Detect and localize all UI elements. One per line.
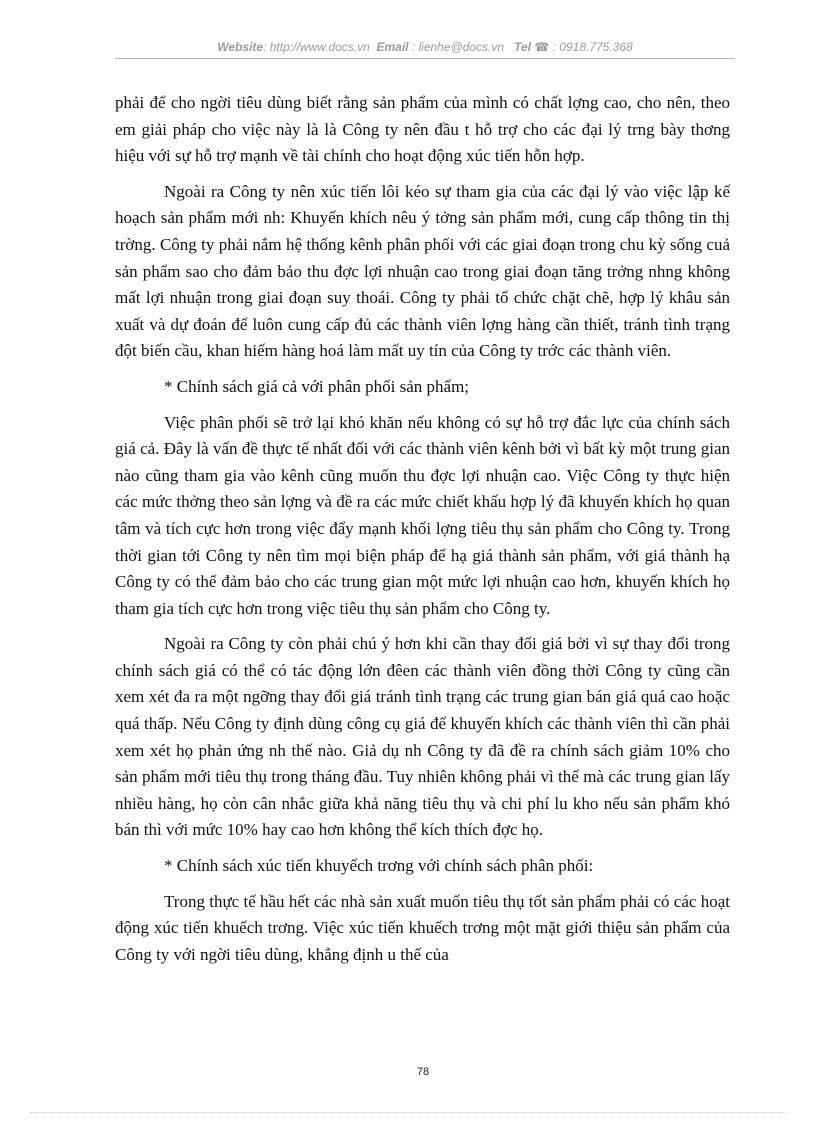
paragraph-price-change: Ngoài ra Công ty còn phải chú ý hơn khi cần thay đổi giá bởi vì sự thay đổi trong chính sách giá có thể có tác động lớn đêen các thành viên đồng thời Công ty cũng cần xem xét đa ra một ngỡng thay đổi giá tránh tình trạng các trung gian bán giá quá cao hoặc quá thấp. Nếu Công ty định dùng công cụ giá để khuyến khích các thành viên thì cần phải xem xét họ phản ứng nh thế nào. Giả dụ nh Công ty đã đề ra chính sách giảm 10% cho sản phẩm mới tiêu thụ trong tháng đầu. Tuy nhiên không phải vì thế mà các trung gian lấy nhiều hàng, họ còn cân nhắc giữa khả năng tiêu thụ và chi phí lu kho nếu sản phẩm khó bán thì với mức 10% hay cao hơn không thể kích thích đợc họ. [115, 634, 730, 840]
website-label: Website [217, 40, 264, 54]
website-url: : http://www.docs.vn [263, 40, 370, 54]
paragraph-pricing-support: Việc phân phối sẽ trở lại khó khăn nếu không có sự hỗ trợ đắc lực của chính sách giá cả. Đây là vấn đề thực tế nhất đối với các thành viên kênh bởi vì bất kỳ một trung gian nào cũng tham gia vào kênh cũng muốn thu đợc lợi nhuận cao. Việc Công ty thực hiện các mức thởng theo sản lợng và đề ra các mức chiết khấu hợp lý đã khuyến khích họ quan tâm và tích cực hơn trong việc đẩy mạnh khối lợng tiêu thụ sản phẩm cho Công ty. Trong thời gian tới Công ty nên tìm mọi biện pháp để hạ giá thành sản phẩm, với giá thành hạ Công ty có thể đảm bảo cho các trung gian một mức lợi nhuận cao hơn, khuyến khích họ tham gia tích cực hơn trong việc tiêu thụ sản phẩm cho Công ty. [115, 412, 730, 618]
section-heading-pricing-policy: * Chính sách giá cả với phân phối sản phẩm; [164, 376, 470, 396]
tel-number: ☎ : 0918.775.368 [534, 40, 633, 54]
paragraph-dealer-involvement: Ngoài ra Công ty nên xúc tiến lôi kéo sự tham gia của các đại lý vào việc lập kế hoạch sản phẩm mới nh: Khuyến khích nêu ý tởng sản phẩm mới, cung cấp thông tin thị trờng. Công ty phải nắm hệ thống kênh phân phối với các giai đoạn trong chu kỳ sống cuả sản phẩm sao cho đảm bảo thu đợc lợi nhuận cao trong giai đoạn tăng trởng nhng không mất lợi nhuận trong giai đoạn suy thoái. Công ty phải tổ chức chặt chẽ, hợp lý khâu sản xuất và dự đoán để luôn cung cấp đủ các thành viên lợng hàng cần thiết, tránh tình trạng đột biến cầu, khan hiếm hàng hoá làm mất uy tín của Công ty trớc các thành viên. [115, 181, 730, 361]
email-address: : lienhe@docs.vn [408, 40, 505, 54]
document-body [115, 90, 730, 977]
email-label: Email [376, 40, 409, 54]
paragraph-continuation: phải để cho ngời tiêu dùng biết rằng sản phẩm của mình có chất lợng cao, cho nên, theo em giải pháp cho việc này là là Công ty nên đầu t hỗ trợ cho các đại lý trng bày thơng hiệu với sự hỗ trợ mạnh về tài chính cho hoạt động xúc tiến hỗn hợp. [115, 93, 730, 166]
page-header [115, 40, 735, 54]
footer-divider [30, 1112, 786, 1113]
section-heading-promotion-policy: * Chính sách xúc tiến khuyếch trơng với chính sách phân phối: [164, 856, 594, 876]
page-number: 78 [416, 1066, 430, 1078]
header-divider [115, 58, 735, 59]
tel-label: Tel [514, 40, 531, 54]
paragraph-promotion: Trong thực tế hầu hết các nhà sản xuất muốn tiêu thụ tốt sản phẩm phải có các hoạt động xúc tiến khuếch trơng. Việc xúc tiến khuếch trơng một mặt giới thiệu sản phẩm của Công ty với ngời tiêu dùng, khẳng định u thế của [115, 891, 730, 964]
